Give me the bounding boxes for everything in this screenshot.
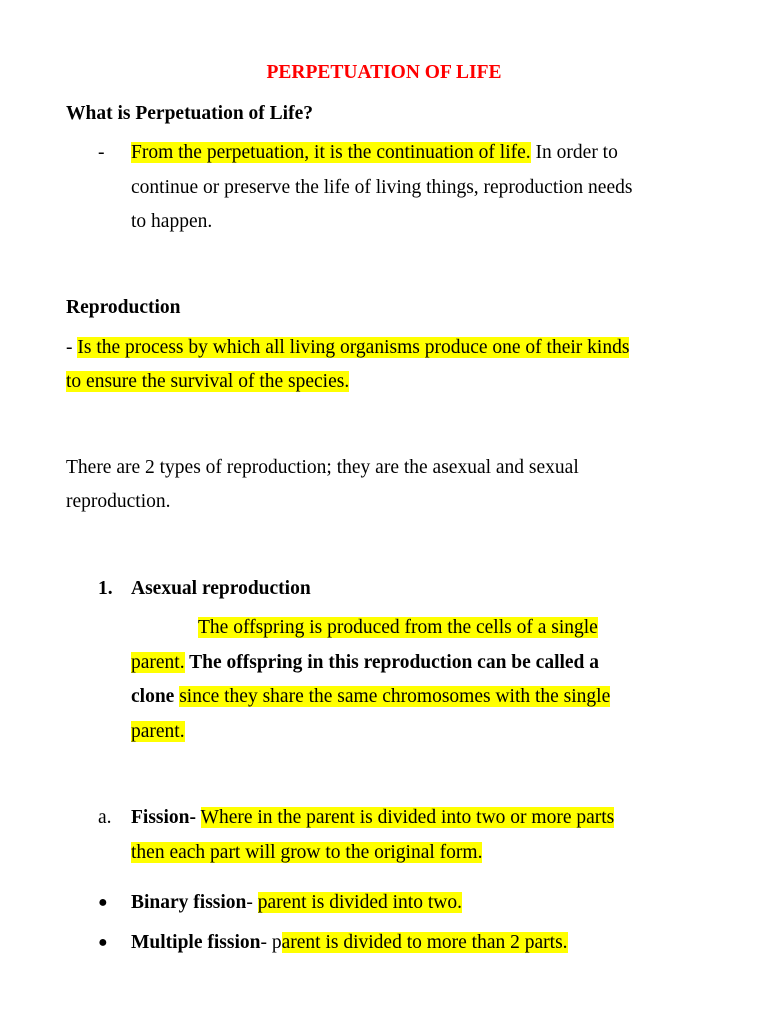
asexual-line-2: [131, 650, 599, 676]
bold-text: Multiple fission: [131, 932, 261, 953]
highlighted-text: then each part will grow to the original form.: [131, 842, 483, 863]
fission-line-2: [131, 840, 482, 866]
types-line-1: There are 2 types of reproduction; they are the asexual and sexual: [66, 457, 579, 478]
definition-line-2: continue or preserve the life of living things, reproduction needs: [131, 177, 633, 198]
bullet-icon: ●: [98, 934, 108, 951]
highlighted-text: to ensure the survival of the species.: [66, 371, 350, 392]
plain-text: -: [246, 892, 258, 913]
bullet-item: [131, 890, 462, 916]
highlighted-text: Where in the parent is divided into two or more parts: [200, 807, 615, 828]
document-title: PERPETUATION OF LIFE: [266, 62, 502, 83]
plain-text: p: [271, 932, 282, 953]
highlighted-text: parent.: [131, 652, 185, 673]
definition-line-3: to happen.: [131, 211, 213, 232]
highlighted-text: parent is divided into two.: [257, 892, 462, 913]
asexual-heading: Asexual reproduction: [131, 578, 311, 599]
highlighted-text: The offspring is produced from the cells of a single: [198, 617, 598, 638]
bold-text: Binary fission: [131, 892, 247, 913]
plain-text: In order to: [530, 142, 618, 163]
question-heading: What is Perpetuation of Life?: [66, 103, 313, 124]
reproduction-line-1: [66, 335, 629, 361]
highlighted-text: From the perpetuation, it is the continuation of life.: [131, 142, 531, 163]
dash-marker: -: [98, 142, 105, 163]
list-number: 1.: [98, 578, 113, 599]
types-line-2: reproduction.: [66, 491, 171, 512]
bullet-item: [131, 930, 568, 956]
definition-line-1: [131, 140, 618, 166]
asexual-line-3: [131, 684, 610, 710]
bold-text: Fission-: [131, 807, 197, 828]
asexual-line-4: [131, 719, 185, 745]
plain-text: -: [260, 932, 272, 953]
bold-text: The offspring in this reproduction can be called a: [184, 652, 600, 673]
reproduction-heading: Reproduction: [66, 297, 181, 318]
fission-line-1: [131, 805, 614, 831]
bold-text: clone: [131, 686, 175, 707]
highlighted-text: arent is divided to more than 2 parts.: [281, 932, 568, 953]
reproduction-line-2: [66, 369, 349, 395]
dash-marker: -: [66, 337, 78, 358]
highlighted-text: since they share the same chromosomes with the single: [179, 686, 611, 707]
list-letter: a.: [98, 807, 112, 828]
asexual-line-1: [198, 615, 598, 641]
bullet-icon: ●: [98, 894, 108, 911]
highlighted-text: Is the process by which all living organisms produce one of their kinds: [77, 337, 630, 358]
highlighted-text: parent.: [131, 721, 185, 742]
